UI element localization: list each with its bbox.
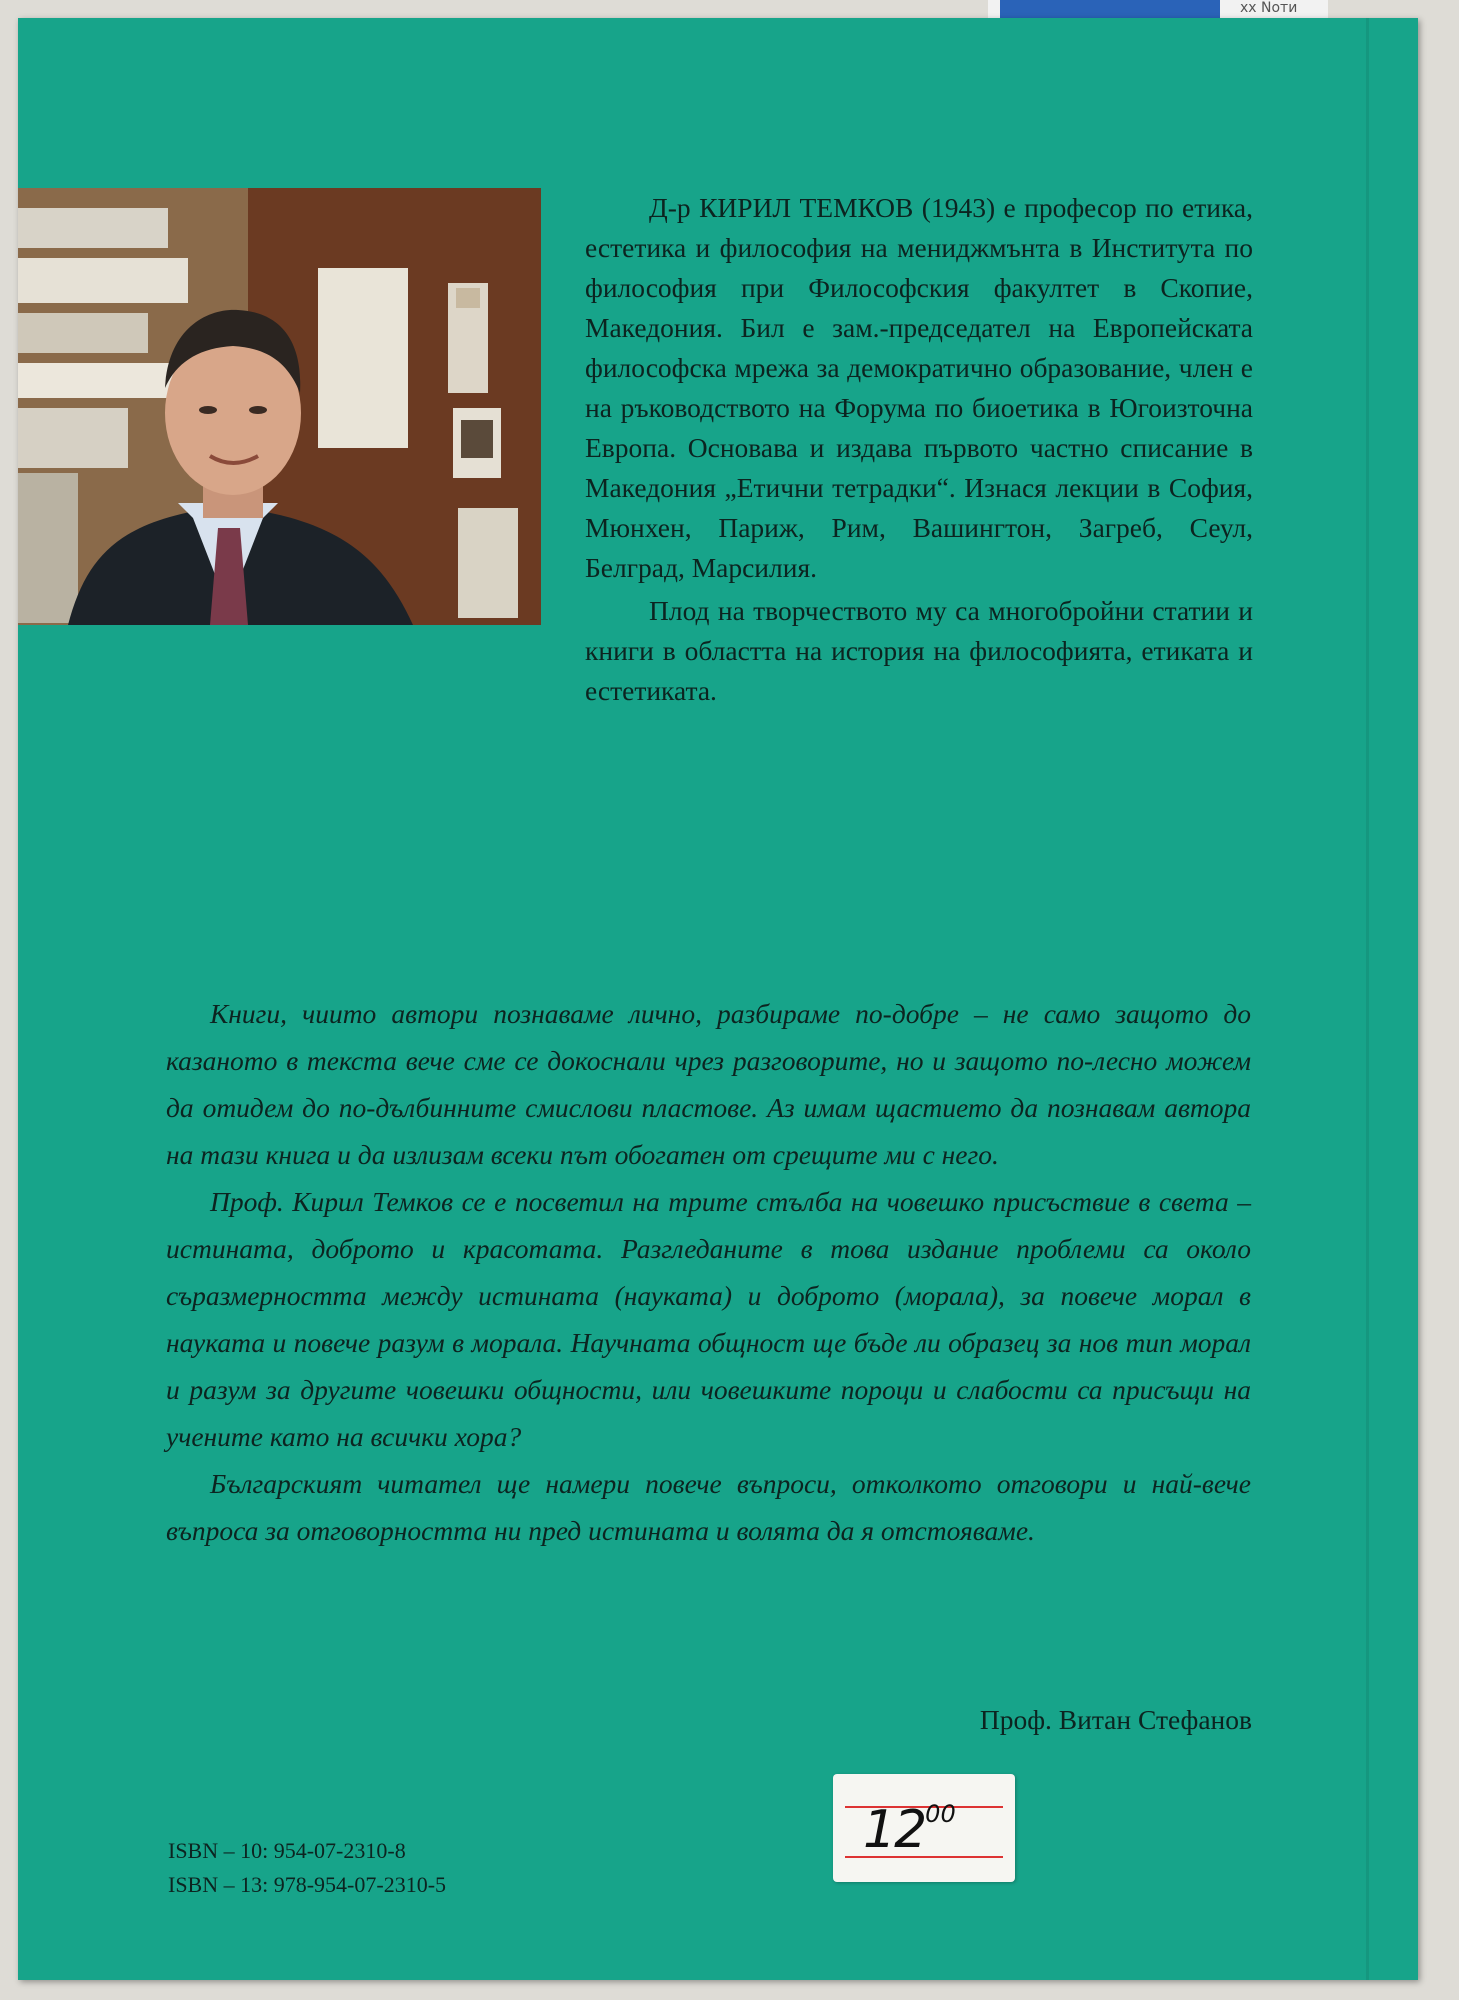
book-back-cover <box>18 18 1418 1980</box>
price-cents: 00 <box>925 1800 956 1828</box>
review-paragraph: Проф. Кирил Темков се е посветил на трите стълба на човешко присъствие в света – истината, доброто и красотата. Разгледаните в това издание проблеми са около съразмерността между истината (науката) и доброто (морала), за повече морал в науката и повече разум в морала. Научната общност ще бъде ли образец за нов тип морал и разум за другите човешки общности, или човешките пороци и слабости са присъщи на учените като на всички хора? <box>166 1186 1251 1452</box>
isbn-13: ISBN – 13: 978-954-07-2310-5 <box>168 1872 447 1897</box>
review-signature: Проф. Витан Стефанов <box>979 1704 1252 1735</box>
review-text <box>166 990 1251 1554</box>
isbn-block <box>168 1834 446 1902</box>
spine-fold <box>1366 18 1369 1980</box>
author-biography <box>585 188 1253 711</box>
bio-paragraph: Плод на творчеството му са многобройни статии и книги в областта на история на философията, етиката и естетиката. <box>585 595 1253 706</box>
price-value <box>863 1800 956 1860</box>
author-photo <box>18 188 541 625</box>
review-paragraph: Българският читател ще намери повече въпроси, отколкото отговори и най-вече въпроса за отговорността ни пред истината и волята да я отстояваме. <box>166 1468 1251 1546</box>
price-tag-sticker <box>833 1774 1015 1882</box>
bio-paragraph: Д-р КИРИЛ ТЕМКОВ (1943) е професор по етика, естетика и философия на мениджмънта в Института по философия при Философския факултет в Скопие, Македония. Бил е зам.-председател на Европейската философска мрежа за демократично образование, член е на ръководството на Форума по биоетика в Югоизточна Европа. Основава и издава първото частно списание в Македония „Етични тетрадки“. Изнася лекции в София, Мюнхен, Париж, Рим, Вашингтон, Загреб, Сеул, Белград, Марсилия. <box>585 192 1253 583</box>
review-paragraph: Книги, чиито автори познаваме лично, разбираме по-добре – не само защото до казаното в текста вече сме се докоснали чрез разговорите, но и защото по-лесно можем да отидем до по-дълбинните смислови пластове. Аз имам щастието да познавам автора на тази книга и да излизам всеки път обогатен от срещите ми с него. <box>166 998 1251 1170</box>
isbn-10: ISBN – 10: 954-07-2310-8 <box>168 1838 406 1863</box>
price-main: 12 <box>863 1800 926 1860</box>
blue-sticker-label <box>1000 0 1220 20</box>
sticker-corner-text: xx Nоти <box>1240 0 1298 16</box>
